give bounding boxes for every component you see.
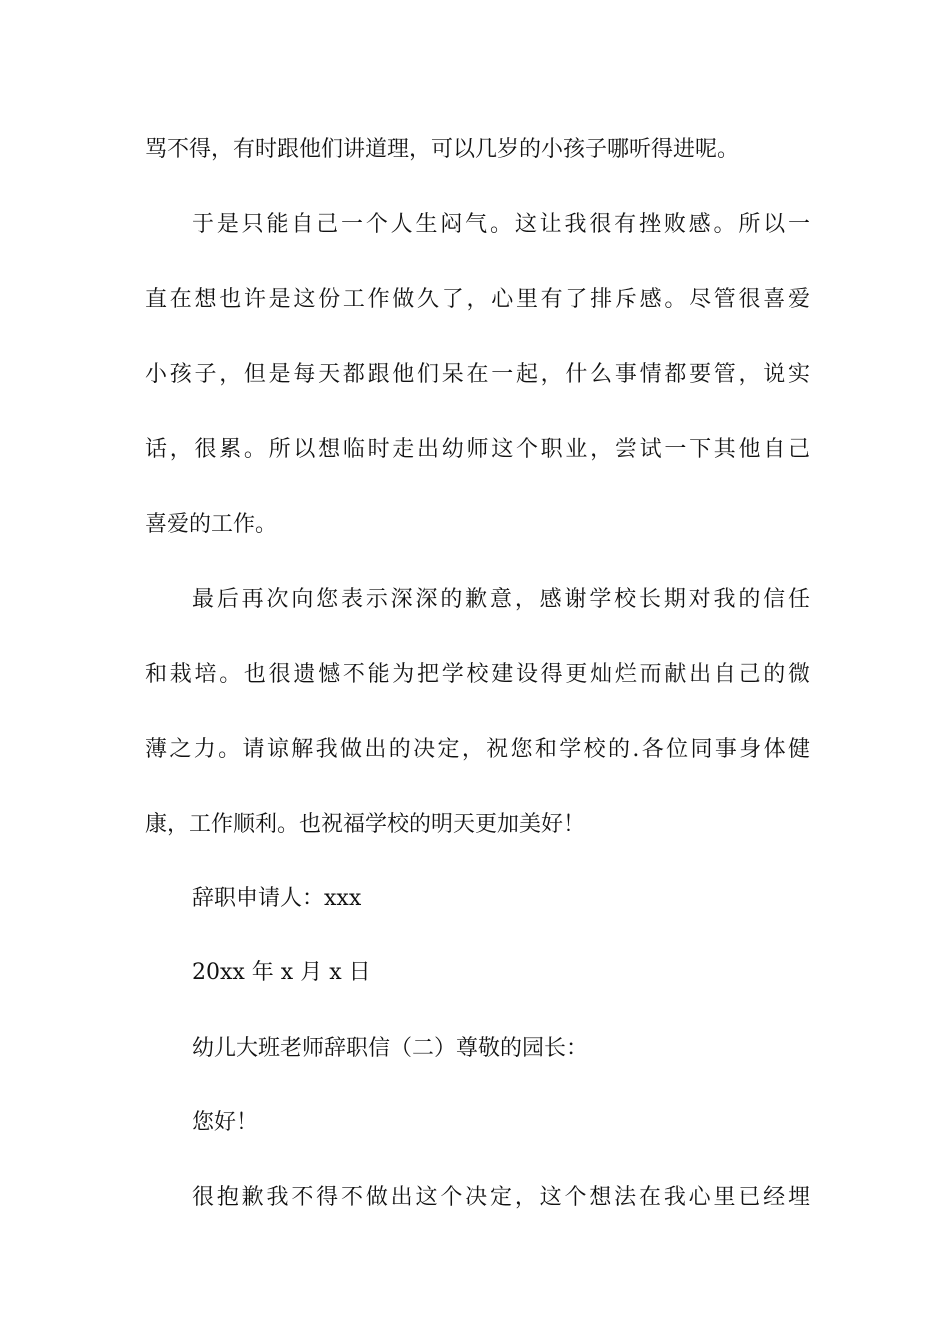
- paragraph-line: 和栽培。也很遗憾不能为把学校建设得更灿烂而献出自己的微: [145, 662, 810, 687]
- section-heading: 幼儿大班老师辞职信（二）尊敬的园长：: [192, 1036, 589, 1061]
- paragraph-line: 最后再次向您表示深深的歉意，感谢学校长期对我的信任: [192, 587, 810, 612]
- paragraph-line: 小孩子，但是每天都跟他们呆在一起，什么事情都要管，说实: [145, 362, 810, 387]
- paragraph-line: 直在想也许是这份工作做久了，心里有了排斥感。尽管很喜爱: [145, 287, 810, 312]
- paragraph-line: 薄之力。请谅解我做出的决定，祝您和学校的.各位同事身体健: [145, 737, 810, 762]
- paragraph-line: 很抱歉我不得不做出这个决定，这个想法在我心里已经埋: [192, 1185, 810, 1210]
- paragraph-line: 康，工作顺利。也祝福学校的明天更加美好！: [145, 812, 586, 837]
- paragraph-line: 喜爱的工作。: [145, 512, 278, 537]
- signature-date: 20xx 年 x 月 x 日: [192, 960, 371, 985]
- signature-applicant: 辞职申请人：xxx: [192, 886, 362, 911]
- paragraph-line: 骂不得，有时跟他们讲道理，可以几岁的小孩子哪听得进呢。: [145, 137, 740, 162]
- paragraph-line: 于是只能自己一个人生闷气。这让我很有挫败感。所以一: [192, 212, 810, 237]
- greeting-line: 您好！: [192, 1110, 259, 1135]
- paragraph-line: 话，很累。所以想临时走出幼师这个职业，尝试一下其他自己: [145, 437, 810, 462]
